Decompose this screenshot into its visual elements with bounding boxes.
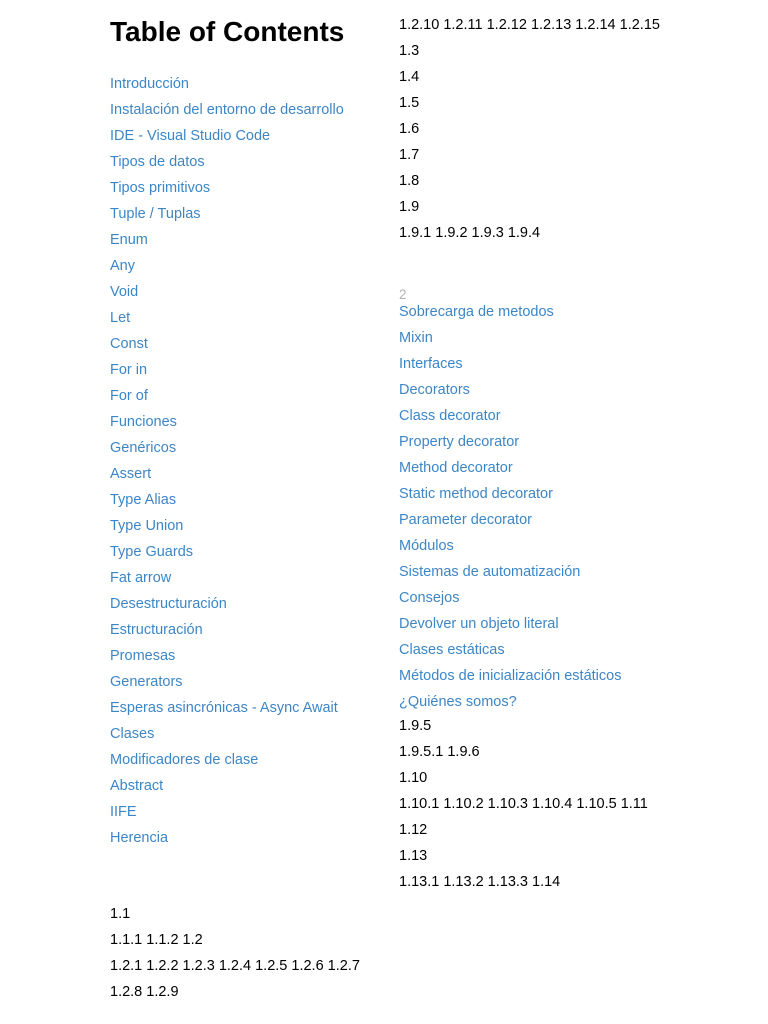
toc-entry: [110, 594, 344, 620]
toc-entry: [110, 386, 344, 412]
toc-link[interactable]: Introducción: [110, 76, 189, 92]
section-number: 1.13.1 1.13.2 1.13.3 1.14: [399, 874, 561, 890]
toc-entry: [110, 542, 344, 568]
toc-link[interactable]: Parameter decorator: [399, 512, 532, 528]
section-number: 1.2.1 1.2.2 1.2.3 1.2.4 1.2.5 1.2.6 1.2.7: [110, 958, 360, 974]
toc-link[interactable]: Tuple / Tuplas: [110, 206, 201, 222]
toc-entry: [110, 516, 344, 542]
toc-link[interactable]: Instalación del entorno de desarrollo: [110, 102, 344, 118]
toc-entry: [110, 698, 344, 724]
page-number-marker: 2: [399, 287, 407, 302]
toc-entry: [110, 438, 344, 464]
toc-link[interactable]: Static method decorator: [399, 486, 553, 502]
toc-entry: [399, 614, 621, 640]
toc-link[interactable]: Funciones: [110, 414, 177, 430]
toc-link[interactable]: Fat arrow: [110, 570, 172, 586]
toc-entry: [110, 776, 344, 802]
toc-link[interactable]: Type Union: [110, 518, 184, 534]
toc-entry: [110, 568, 344, 594]
toc-entry: [399, 588, 621, 614]
section-number: 1.9: [399, 199, 420, 215]
toc-link[interactable]: IIFE: [110, 804, 137, 820]
toc-entry: [399, 145, 660, 171]
toc-entry: [399, 640, 621, 666]
toc-entry: [110, 412, 344, 438]
toc-link[interactable]: Interfaces: [399, 356, 463, 372]
toc-entry: [110, 982, 360, 1008]
toc-link[interactable]: Type Alias: [110, 492, 177, 508]
toc-entry: [399, 562, 621, 588]
toc-link[interactable]: Sobrecarga de metodos: [399, 304, 554, 320]
toc-entry: [110, 282, 344, 308]
toc-entry: [110, 750, 344, 776]
toc-entry: [399, 794, 648, 820]
toc-entry: [110, 126, 344, 152]
toc-link[interactable]: Sistemas de automatización: [399, 564, 581, 580]
toc-right-section-numbers-bottom: [399, 716, 648, 898]
toc-link[interactable]: Abstract: [110, 778, 164, 794]
toc-entry: [399, 510, 621, 536]
toc-entry: [110, 620, 344, 646]
toc-entry: [399, 742, 648, 768]
toc-link[interactable]: Class decorator: [399, 408, 501, 424]
section-number: 1.3: [399, 43, 420, 59]
toc-link[interactable]: Devolver un objeto literal: [399, 616, 559, 632]
toc-link[interactable]: Tipos de datos: [110, 154, 205, 170]
toc-entry: [399, 67, 660, 93]
toc-entry: [399, 846, 648, 872]
toc-entry: [110, 74, 344, 100]
toc-link[interactable]: Const: [110, 336, 148, 352]
section-number: 1.10: [399, 770, 428, 786]
toc-entry: [399, 458, 621, 484]
toc-right-section-numbers-top: [399, 15, 660, 249]
toc-entry: [399, 872, 648, 898]
toc-link[interactable]: Clases estáticas: [399, 642, 505, 658]
toc-entry: [399, 666, 621, 692]
toc-link[interactable]: Módulos: [399, 538, 454, 554]
toc-entry: [110, 100, 344, 126]
toc-entry: [399, 93, 660, 119]
section-number: 1.10.1 1.10.2 1.10.3 1.10.4 1.10.5 1.11: [399, 796, 648, 812]
toc-entry: [399, 820, 648, 846]
toc-entry: [110, 230, 344, 256]
toc-entry: [399, 41, 660, 67]
toc-entry: [399, 536, 621, 562]
toc-link[interactable]: Clases: [110, 726, 155, 742]
toc-entry: [110, 178, 344, 204]
toc-entry: [110, 646, 344, 672]
toc-entry: [399, 302, 621, 328]
toc-entry: [399, 15, 660, 41]
toc-link[interactable]: Esperas asincrónicas - Async Await: [110, 700, 338, 716]
toc-link[interactable]: Estructuración: [110, 622, 203, 638]
toc-entry: [110, 724, 344, 750]
toc-entry: [399, 768, 648, 794]
toc-entry: [110, 802, 344, 828]
toc-link[interactable]: Any: [110, 258, 135, 274]
toc-entry: [110, 256, 344, 282]
section-number: 1.12: [399, 822, 428, 838]
toc-entry: [110, 930, 360, 956]
toc-entry: [399, 197, 660, 223]
toc-link[interactable]: Let: [110, 310, 131, 326]
toc-link[interactable]: Métodos de inicialización estáticos: [399, 668, 622, 684]
section-number: 1.4: [399, 69, 420, 85]
toc-link[interactable]: Mixin: [399, 330, 433, 346]
toc-entry: [399, 223, 660, 249]
toc-link[interactable]: IDE - Visual Studio Code: [110, 128, 271, 144]
section-number: 1.9.5.1 1.9.6: [399, 744, 480, 760]
section-number: 1.8: [399, 173, 420, 189]
toc-entry: [399, 119, 660, 145]
toc-entry: [399, 354, 621, 380]
toc-link[interactable]: Genéricos: [110, 440, 177, 456]
toc-entry: [110, 308, 344, 334]
toc-entry: [399, 484, 621, 510]
toc-link[interactable]: Type Guards: [110, 544, 194, 560]
section-number: 1.1: [110, 906, 131, 922]
toc-link[interactable]: Method decorator: [399, 460, 513, 476]
toc-entry: [399, 432, 621, 458]
toc-left-links: [110, 74, 344, 854]
section-number: 1.2.10 1.2.11 1.2.12 1.2.13 1.2.14 1.2.15: [399, 17, 660, 33]
toc-entry: [399, 380, 621, 406]
toc-link[interactable]: Property decorator: [399, 434, 520, 450]
toc-entry: [110, 334, 344, 360]
toc-right-links: [399, 302, 621, 718]
toc-link[interactable]: Modificadores de clase: [110, 752, 259, 768]
toc-link[interactable]: Enum: [110, 232, 148, 248]
toc-link[interactable]: Void: [110, 284, 139, 300]
toc-left-section-numbers: [110, 904, 360, 1008]
toc-entry: [110, 904, 360, 930]
toc-entry: [110, 490, 344, 516]
toc-entry: [110, 464, 344, 490]
section-number: 1.5: [399, 95, 420, 111]
toc-entry: [399, 328, 621, 354]
toc-entry: [110, 956, 360, 982]
toc-entry: [110, 152, 344, 178]
toc-entry: [399, 692, 621, 718]
section-number: 1.7: [399, 147, 420, 163]
toc-link[interactable]: For of: [110, 388, 148, 404]
toc-link[interactable]: Tipos primitivos: [110, 180, 211, 196]
toc-entry: [110, 672, 344, 698]
toc-link[interactable]: Promesas: [110, 648, 176, 664]
toc-link[interactable]: Assert: [110, 466, 152, 482]
section-number: 1.2.8 1.2.9: [110, 984, 179, 1000]
section-number: 1.6: [399, 121, 420, 137]
toc-entry: [399, 406, 621, 432]
section-number: 1.13: [399, 848, 428, 864]
toc-link[interactable]: ¿Quiénes somos?: [399, 694, 517, 710]
toc-entry: [110, 360, 344, 386]
section-number: 1.9.1 1.9.2 1.9.3 1.9.4: [399, 225, 541, 241]
toc-entry: [399, 716, 648, 742]
toc-entry: [110, 204, 344, 230]
toc-link[interactable]: Herencia: [110, 830, 169, 846]
toc-link[interactable]: For in: [110, 362, 148, 378]
toc-link[interactable]: Generators: [110, 674, 183, 690]
toc-entry: [110, 828, 344, 854]
page-title: Table of Contents: [110, 16, 345, 47]
section-number: 1.9.5: [399, 718, 432, 734]
toc-link[interactable]: Decorators: [399, 382, 470, 398]
section-number: 1.1.1 1.1.2 1.2: [110, 932, 203, 948]
toc-link[interactable]: Consejos: [399, 590, 460, 606]
toc-link[interactable]: Desestructuración: [110, 596, 227, 612]
toc-entry: [399, 171, 660, 197]
